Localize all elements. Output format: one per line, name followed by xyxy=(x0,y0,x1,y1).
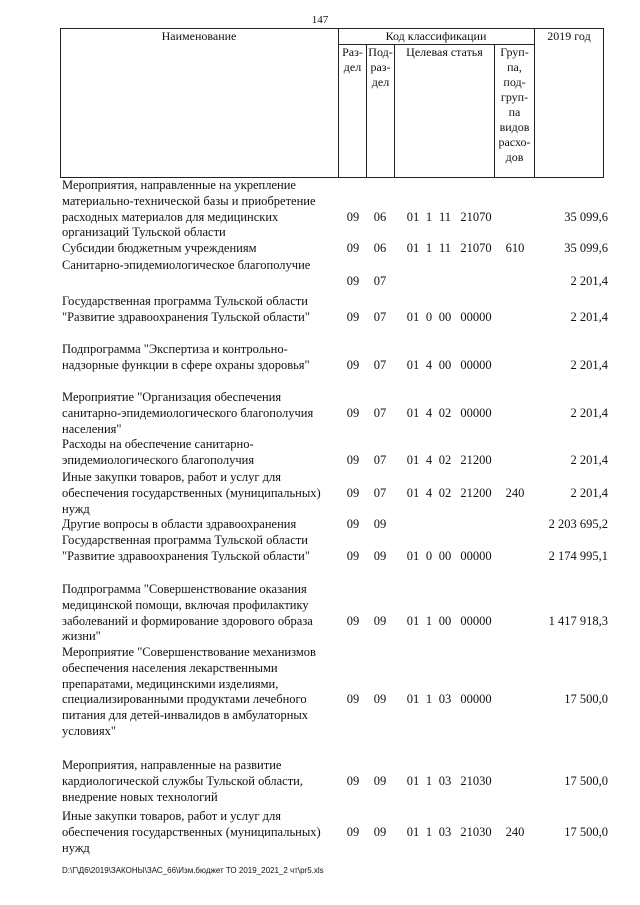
row-name-line: Государственная программа Тульской области xyxy=(62,533,308,547)
cell-razdel: 09 xyxy=(346,548,360,563)
cell-razdel: 09 xyxy=(346,357,360,372)
header-subsection-line: раз- xyxy=(370,60,391,74)
cell-amount: 2 201,4 xyxy=(570,309,608,324)
cell-razdel: 09 xyxy=(346,273,360,288)
header-group-line: па, xyxy=(507,60,522,74)
cell-cs4: 21200 xyxy=(460,452,492,467)
cell-cs1: 01 xyxy=(406,773,420,788)
row-name xyxy=(62,470,334,517)
cell-cs2: 4 xyxy=(425,485,433,500)
row-name-line: питания для детей-инвалидов в амбулаторных xyxy=(62,708,309,723)
cell-razdel: 09 xyxy=(346,452,360,467)
header-divider-year xyxy=(534,28,535,178)
row-name xyxy=(62,582,334,645)
cell-vid: 240 xyxy=(505,824,525,839)
cell-cs4: 21070 xyxy=(460,241,492,255)
row-name-line: населения" xyxy=(62,421,122,436)
cell-podrazdel: 07 xyxy=(373,309,387,324)
row-name-line: нужд xyxy=(62,501,90,516)
cell-razdel: 09 xyxy=(346,309,360,324)
cell-podrazdel: 07 xyxy=(373,405,387,420)
header-group-line: Груп- xyxy=(500,45,529,59)
row-name-line: "Развитие здравоохранения Тульской области" xyxy=(62,309,310,324)
cell-razdel: 09 xyxy=(346,241,360,255)
row-name-line: Государственная программа Тульской области xyxy=(62,294,308,308)
cell-cs2: 0 xyxy=(425,548,433,563)
cell-cs2: 1 xyxy=(425,773,433,788)
row-name-line: Санитарно-эпидемиологическое благополучие xyxy=(62,258,311,272)
cell-cs4: 21200 xyxy=(460,485,492,500)
row-name-line: специализированными продуктами лечебного xyxy=(62,692,307,707)
cell-cs4: 00000 xyxy=(460,357,492,372)
row-name-line: Расходы на обеспечение санитарно- xyxy=(62,437,254,451)
header-right-border xyxy=(603,28,604,178)
cell-podrazdel: 09 xyxy=(373,692,387,707)
row-name xyxy=(62,241,334,257)
header-group xyxy=(495,45,534,165)
header-year: 2019 год xyxy=(547,29,591,43)
header-group-line: дов xyxy=(505,150,524,164)
row-name xyxy=(62,533,334,565)
row-name xyxy=(62,645,334,740)
row-name xyxy=(62,258,334,274)
cell-cs1: 01 xyxy=(406,824,420,839)
cell-amount: 17 500,0 xyxy=(564,824,608,839)
row-name xyxy=(62,178,334,241)
cell-podrazdel: 07 xyxy=(373,485,387,500)
cell-podrazdel: 09 xyxy=(373,548,387,563)
cell-cs3: 02 xyxy=(438,452,452,467)
header-group-line: под- xyxy=(503,75,526,89)
cell-cs2: 0 xyxy=(425,309,433,324)
row-name-line: препаратами, медицинскими изделиями, xyxy=(62,676,279,691)
row-name-line: условиях" xyxy=(62,723,116,738)
row-name-line: заболеваний и формирование здорового образа xyxy=(62,613,313,628)
cell-razdel: 09 xyxy=(346,692,360,707)
cell-amount: 17 500,0 xyxy=(564,773,608,788)
row-name-line: организаций Тульской области xyxy=(62,225,226,240)
cell-razdel: 09 xyxy=(346,405,360,420)
cell-razdel: 09 xyxy=(346,209,360,224)
cell-razdel: 09 xyxy=(346,517,360,531)
cell-cs2: 4 xyxy=(425,405,433,420)
cell-podrazdel: 09 xyxy=(373,613,387,628)
row-name-line: Мероприятия, направленные на укрепление xyxy=(62,178,296,192)
row-name-line: обеспечения населения лекарственными xyxy=(62,660,278,675)
cell-amount: 2 203 695,2 xyxy=(548,517,608,531)
cell-cs1: 01 xyxy=(406,405,420,420)
row-name-line: нужд xyxy=(62,840,90,855)
page-number: 147 xyxy=(311,14,329,26)
cell-amount: 2 201,4 xyxy=(570,485,608,500)
cell-podrazdel: 06 xyxy=(373,209,387,224)
row-name-line: надзорные функции в сфере охраны здоровья" xyxy=(62,357,310,372)
header-subsection-line: Под- xyxy=(368,45,393,59)
cell-cs1: 01 xyxy=(406,241,420,255)
row-name-line: расходных материалов для медицинских xyxy=(62,209,279,224)
row-name xyxy=(62,437,334,469)
header-subsection xyxy=(367,45,394,90)
cell-cs4: 00000 xyxy=(460,548,492,563)
cell-cs1: 01 xyxy=(406,548,420,563)
cell-cs2: 4 xyxy=(425,357,433,372)
row-name-line: медицинской помощи, включая профилактику xyxy=(62,597,309,612)
cell-cs1: 01 xyxy=(406,485,420,500)
cell-cs1: 01 xyxy=(406,692,420,707)
cell-amount: 2 201,4 xyxy=(570,405,608,420)
row-name-line: Подпрограмма "Совершенствование оказания xyxy=(62,582,307,596)
cell-cs2: 1 xyxy=(425,692,433,707)
row-name-line: Иные закупки товаров, работ и услуг для xyxy=(62,809,282,823)
cell-cs3: 00 xyxy=(438,548,452,563)
cell-cs3: 03 xyxy=(438,692,452,707)
cell-cs4: 21030 xyxy=(460,824,492,839)
table-header xyxy=(60,28,604,178)
header-section xyxy=(339,45,366,75)
cell-podrazdel: 07 xyxy=(373,273,387,288)
row-name-line: Мероприятие "Совершенствование механизмов xyxy=(62,645,316,659)
cell-razdel: 09 xyxy=(346,485,360,500)
row-name xyxy=(62,390,334,437)
row-name-line: Иные закупки товаров, работ и услуг для xyxy=(62,470,282,484)
row-name-line: жизни" xyxy=(62,629,101,644)
cell-amount: 35 099,6 xyxy=(564,209,608,224)
cell-cs2: 1 xyxy=(425,209,433,224)
cell-cs2: 4 xyxy=(425,452,433,467)
cell-podrazdel: 09 xyxy=(373,824,387,839)
header-group-line: расхо- xyxy=(498,135,531,149)
cell-cs1: 01 xyxy=(406,613,420,628)
header-left-border xyxy=(60,28,61,178)
file-path: D:\Г\Д6\2019\ЗАКОНЫ\ЗАС_66\Изм.бюджет ТО 2019_2021_2 чт\pr5.xls xyxy=(62,866,324,875)
cell-vid: 240 xyxy=(505,485,525,500)
header-group-line: па xyxy=(508,105,521,119)
row-name-line: кардиологической службы Тульской области, xyxy=(62,773,303,788)
cell-cs1: 01 xyxy=(406,452,420,467)
cell-cs1: 01 xyxy=(406,357,420,372)
cell-amount: 17 500,0 xyxy=(564,692,608,707)
header-classification: Код классификации xyxy=(385,29,487,43)
cell-cs3: 00 xyxy=(438,613,452,628)
cell-cs3: 02 xyxy=(438,485,452,500)
cell-amount: 2 201,4 xyxy=(570,452,608,467)
cell-cs2: 1 xyxy=(425,824,433,839)
cell-amount: 2 201,4 xyxy=(570,273,608,288)
row-name-line: обеспечения государственных (муниципальных) xyxy=(62,824,321,839)
cell-podrazdel: 09 xyxy=(373,773,387,788)
cell-cs2: 1 xyxy=(425,613,433,628)
cell-cs4: 21070 xyxy=(460,209,492,224)
cell-cs4: 00000 xyxy=(460,613,492,628)
cell-amount: 1 417 918,3 xyxy=(548,613,608,628)
row-name-line: Подпрограмма "Экспертиза и контрольно- xyxy=(62,342,288,356)
cell-cs3: 11 xyxy=(438,241,452,255)
row-name-line: обеспечения государственных (муниципальных) xyxy=(62,485,321,500)
row-name-line: санитарно-эпидемиологического благополучия xyxy=(62,405,314,420)
cell-podrazdel: 07 xyxy=(373,452,387,467)
header-group-line: видов xyxy=(499,120,530,134)
cell-cs2: 1 xyxy=(425,241,433,255)
cell-razdel: 09 xyxy=(346,613,360,628)
cell-cs4: 00000 xyxy=(460,692,492,707)
header-section-line: дел xyxy=(343,60,362,74)
cell-amount: 35 099,6 xyxy=(564,241,608,255)
cell-cs3: 02 xyxy=(438,405,452,420)
cell-amount: 2 174 995,1 xyxy=(548,548,608,563)
cell-vid: 610 xyxy=(505,241,525,255)
row-name-line: материально-технической базы и приобретение xyxy=(62,193,316,208)
row-name xyxy=(62,809,334,856)
row-name-line: Другие вопросы в области здравоохранения xyxy=(62,517,297,531)
cell-razdel: 09 xyxy=(346,824,360,839)
header-name: Наименование xyxy=(161,29,237,43)
cell-cs3: 00 xyxy=(438,309,452,324)
cell-cs4: 21030 xyxy=(460,773,492,788)
cell-cs3: 11 xyxy=(438,209,452,224)
row-name-line: Мероприятия, направленные на развитие xyxy=(62,758,282,772)
header-divider-subsection xyxy=(394,44,395,178)
row-name xyxy=(62,294,334,326)
row-name-line: Мероприятие "Организация обеспечения xyxy=(62,390,282,404)
cell-cs4: 00000 xyxy=(460,309,492,324)
header-group-line: груп- xyxy=(500,90,529,104)
row-name xyxy=(62,758,334,805)
row-name-line: эпидемиологического благополучия xyxy=(62,452,255,467)
row-name xyxy=(62,517,334,533)
cell-amount: 2 201,4 xyxy=(570,357,608,372)
cell-cs3: 00 xyxy=(438,357,452,372)
row-name xyxy=(62,342,334,374)
cell-cs3: 03 xyxy=(438,824,452,839)
row-name-line: "Развитие здравоохранения Тульской области" xyxy=(62,548,310,563)
cell-podrazdel: 07 xyxy=(373,357,387,372)
cell-razdel: 09 xyxy=(346,773,360,788)
cell-cs1: 01 xyxy=(406,209,420,224)
header-section-line: Раз- xyxy=(342,45,363,59)
cell-cs1: 01 xyxy=(406,309,420,324)
cell-cs3: 03 xyxy=(438,773,452,788)
row-name-line: Субсидии бюджетным учреждениям xyxy=(62,241,257,255)
cell-cs4: 00000 xyxy=(460,405,492,420)
row-name-line: внедрение новых технологий xyxy=(62,789,218,804)
header-target: Целевая статья xyxy=(406,45,483,59)
header-subsection-line: дел xyxy=(371,75,390,89)
cell-podrazdel: 09 xyxy=(373,517,387,531)
cell-podrazdel: 06 xyxy=(373,241,387,255)
